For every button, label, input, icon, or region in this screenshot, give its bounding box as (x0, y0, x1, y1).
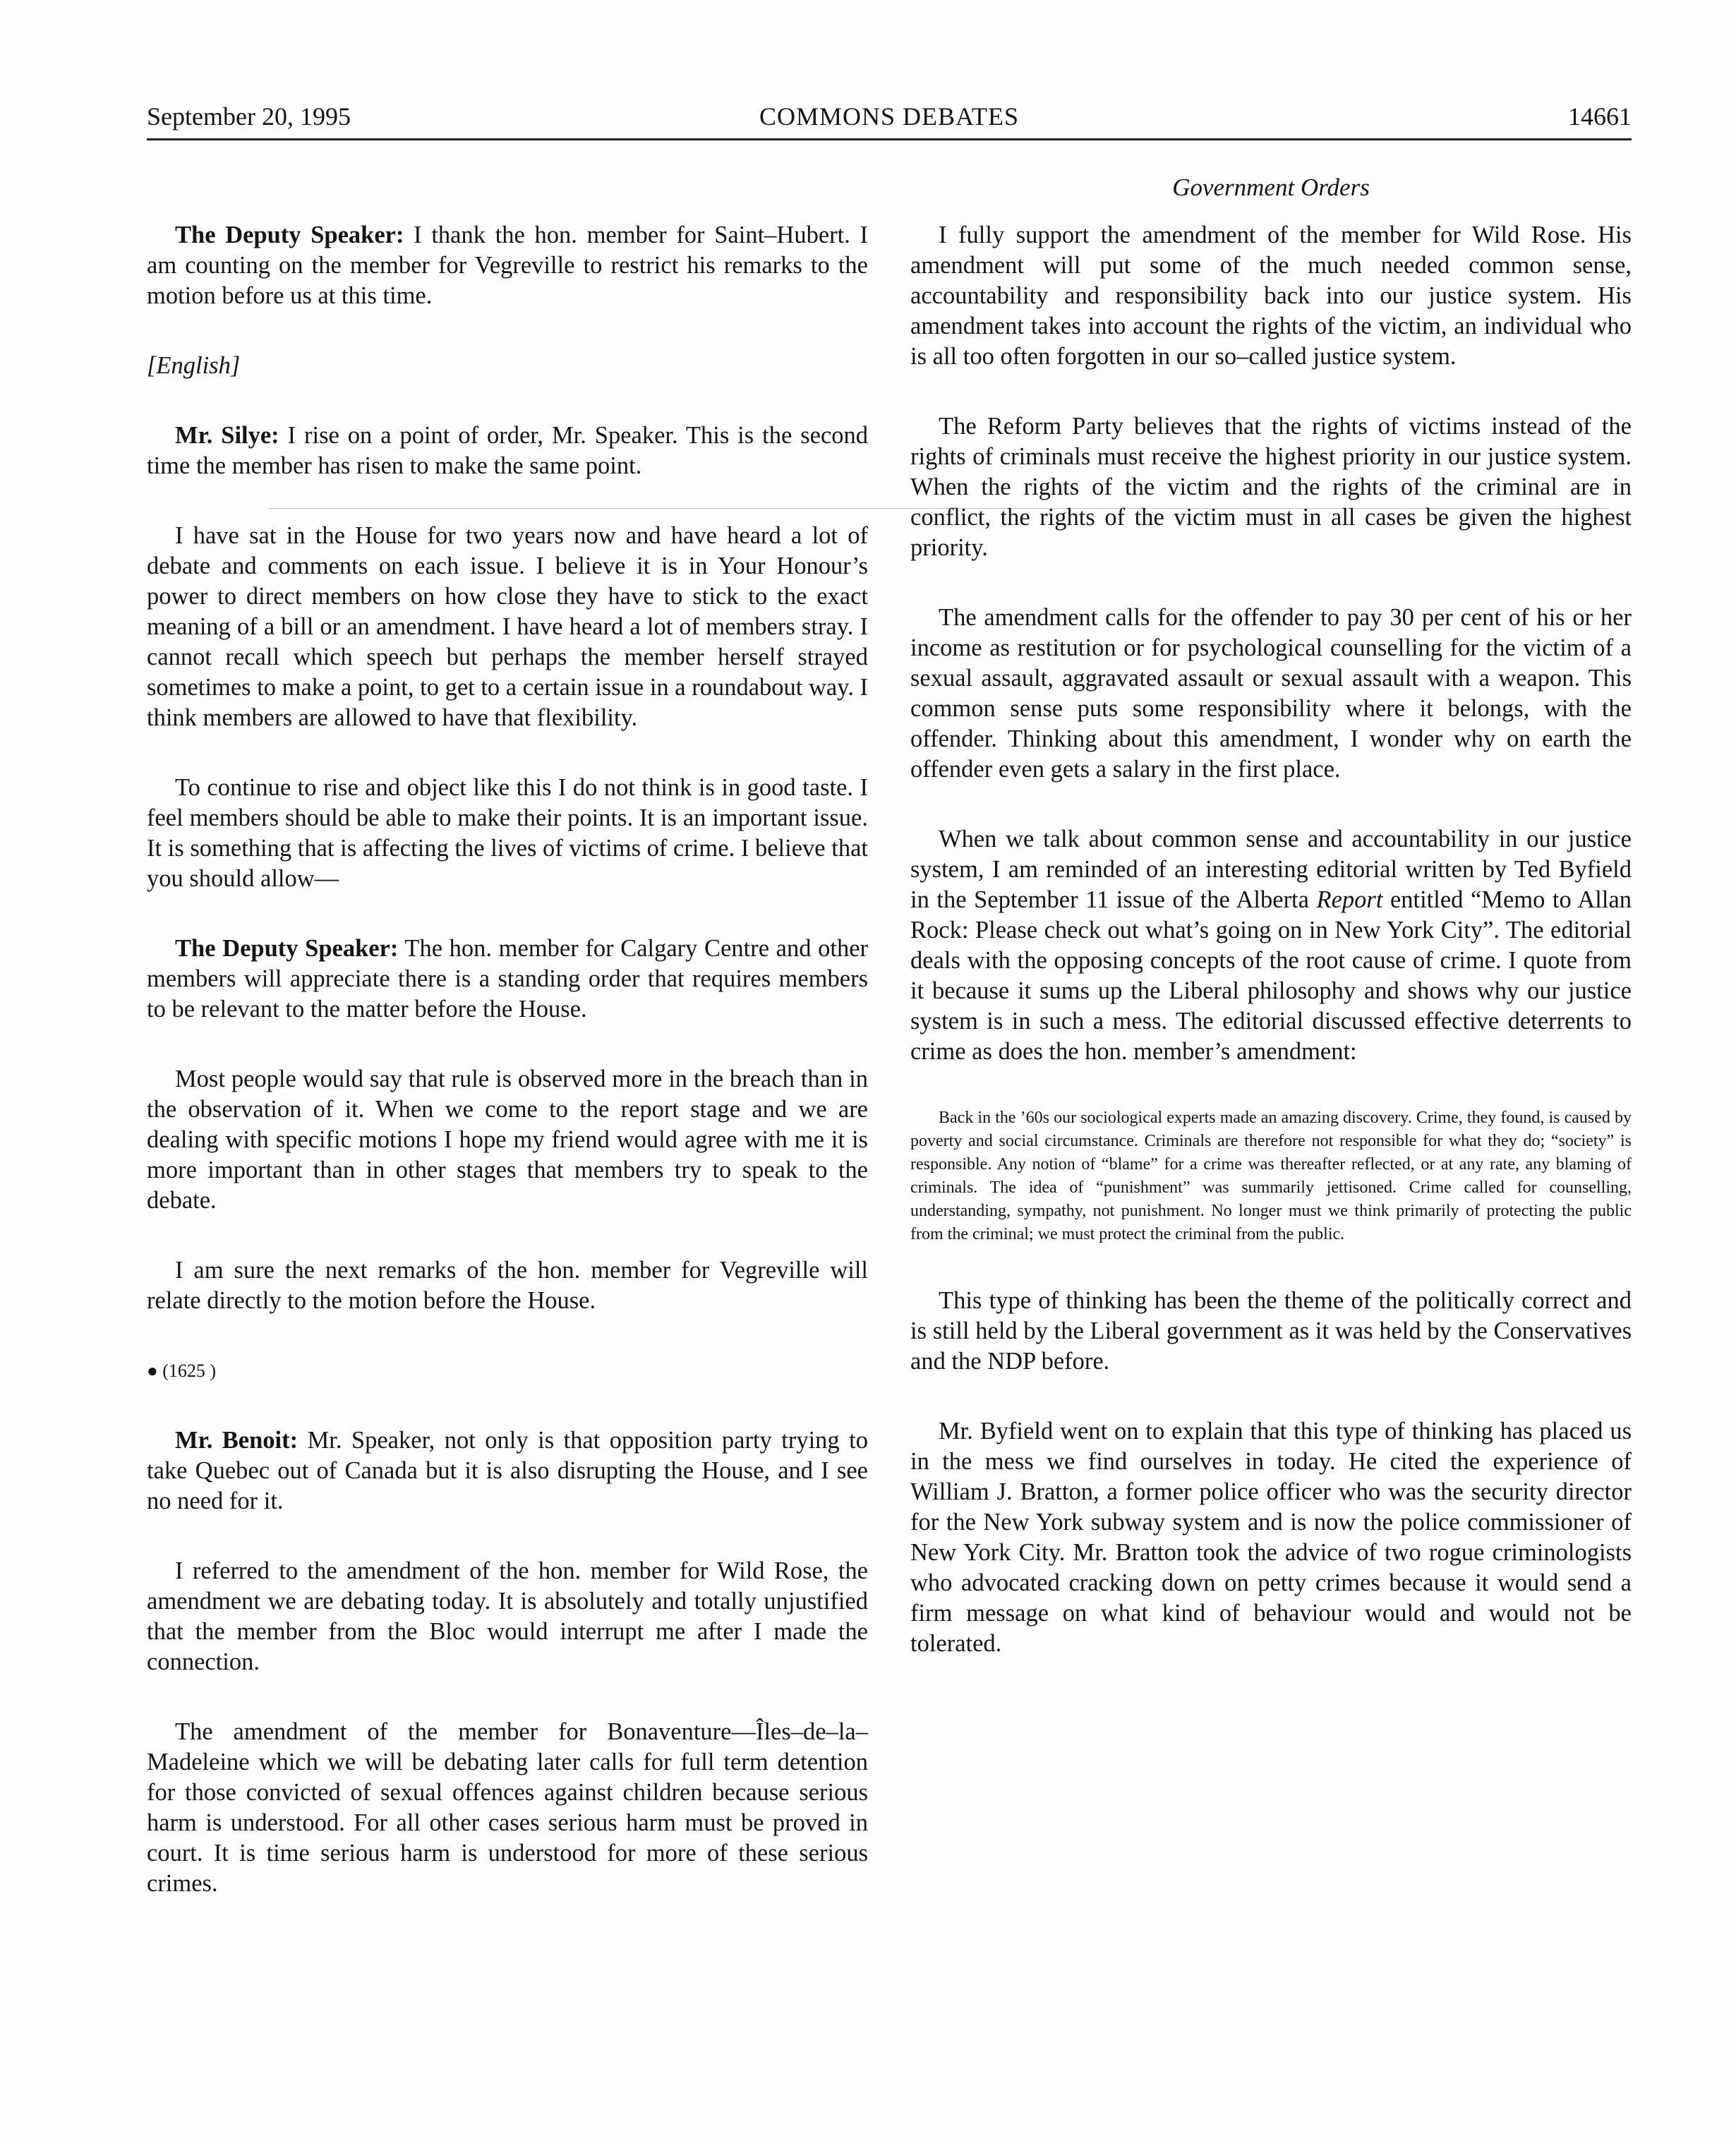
speech-text: The hon. member for Calgary Centre and other members will appreciate there is a standing order that requires members to be relevant to the matter before the House. (147, 935, 868, 1023)
speech-text: I rise on a point of order, Mr. Speaker. This is the second time the member has risen to make the same point. (147, 422, 869, 479)
paragraph: The amendment of the member for Bonaventure—Îles–de–la–Madeleine which we will be debating later calls for full term detention for those convicted of sexual offences against children because serious harm is understood. For all other cases serious harm must be proved in court. It is time serious harm is understood for more of these serious crimes. (147, 1718, 868, 1897)
speaker-name: Mr. Silye: (175, 422, 279, 449)
paragraph: Most people would say that rule is observed more in the breach than in the observation of it. When we come to the report stage and we are dealing with specific motions I hope my friend would agree with me it is more important than in other stages that members try to speak to the debate. (147, 1066, 868, 1214)
paragraph: I am sure the next remarks of the hon. member for Vegreville will relate directly to the motion before the House. (147, 1257, 868, 1314)
paragraph: The Reform Party believes that the rights of victims instead of the rights of criminals must receive the highest priority in our justice system. When the rights of the victim and the rights of the criminal are in conflict, the rights of the victim must in all cases be given the highest priority. (910, 413, 1632, 561)
speaker-name: The Deputy Speaker: (175, 222, 404, 248)
section-label: Government Orders (1172, 174, 1370, 201)
language-note: [English] (147, 352, 241, 379)
header-date: September 20, 1995 (147, 102, 351, 131)
right-column (910, 220, 1632, 1699)
speech-text: When we talk about common sense and accountability in our justice system, I am reminded of an interesting editorial written by Ted Byfield in the September 11 issue of the Alberta (910, 826, 1632, 913)
left-column (147, 220, 868, 1938)
paragraph (147, 220, 868, 311)
speech-text: I thank the hon. member for Saint–Hubert. I am counting on the member for Vegreville to restrict his remarks to the motion before us at this time. (147, 222, 869, 309)
header-title: COMMONS DEBATES (759, 102, 1020, 131)
paragraph (147, 1425, 868, 1516)
paragraph: This type of thinking has been the theme of the politically correct and is still held by the Liberal government as it was held by the Conservatives and the NDP before. (910, 1287, 1632, 1375)
paragraph: I referred to the amendment of the hon. member for Wild Rose, the amendment we are debating today. It is absolutely and totally unjustified that the member from the Bloc would interrupt me after I made the connection. (147, 1557, 868, 1675)
block-quote: Back in the ’60s our sociological experts made an amazing discovery. Crime, they found, is caused by poverty and social circumstance. Criminals are therefore not responsible for what they do; “society” is responsible. Any notion of “blame” for a crime was thereafter reflected, or at any rate, any blaming of criminals. The idea of “punishment” was summarily jettisoned. Crime called for counselling, understanding, sympathy, not punishment. No longer must we think primarily of protecting the public from the criminal; we must protect the criminal from the public. (910, 1109, 1632, 1243)
paragraph: To continue to rise and object like this I do not think is in good taste. I feel members should be able to make their points. It is an important issue. It is something that is affecting the lives of victims of crime. I believe that you should allow— (147, 774, 868, 892)
page-number: 14661 (1568, 102, 1632, 131)
paragraph: I have sat in the House for two years now and have heard a lot of debate and comments on each issue. I believe it is in Your Honour’s power to direct members on how close they have to stick to the exact meaning of a bill or an amendment. I have heard a lot of members stray. I cannot recall which speech but perhaps the member herself strayed sometimes to make a point, to get to a certain issue in a roundabout way. I think members are allowed to have that flexibility. (147, 522, 868, 731)
time-marker: ● (1625 ) (147, 1361, 217, 1381)
paragraph: The amendment calls for the offender to pay 30 per cent of his or her income as restitution or for psychological counselling for the victim of a sexual assault, aggravated assault or sexual assault with a weapon. This common sense puts some responsibility where it belongs, with the offender. Thinking about this amendment, I wonder why on earth the offender even gets a salary in the first place. (910, 604, 1632, 783)
speaker-name: Mr. Benoit: (175, 1427, 299, 1454)
page-header (147, 102, 1632, 141)
paragraph: I fully support the amendment of the member for Wild Rose. His amendment will put some of the much needed common sense, accountability and responsibility back into our justice system. His amendment takes into account the rights of the victim, an individual who is all too often forgotten in our so–called justice system. (910, 222, 1632, 370)
paragraph: Mr. Byfield went on to explain that this type of thinking has placed us in the mess we find ourselves in today. He cited the experience of William J. Bratton, a former police officer who was the security director for the New York subway system and is now the police commissioner of New York City. Mr. Bratton took the advice of two rogue criminologists who advocated cracking down on petty crimes because it would send a firm message on what kind of behaviour would and would not be tolerated. (910, 1418, 1632, 1657)
header-rule (147, 138, 1632, 140)
paragraph (147, 934, 868, 1025)
paragraph (147, 421, 868, 481)
publication-title: Report (1316, 886, 1383, 913)
speech-text: Mr. Speaker, not only is that opposition party trying to take Quebec out of Canada but it is also disrupting the House, and I see no need for it. (147, 1427, 868, 1514)
paragraph (910, 824, 1632, 1067)
speech-text: entitled “Memo to Allan Rock: Please check out what’s going on in New York City”. The editorial deals with the opposing concepts of the root cause of crime. I quote from it because it sums up the Liberal philosophy and shows why our justice system is in such a mess. The editorial discussed effective deterrents to crime as does the hon. member’s amendment: (910, 886, 1632, 1065)
speaker-name: The Deputy Speaker: (175, 935, 399, 962)
